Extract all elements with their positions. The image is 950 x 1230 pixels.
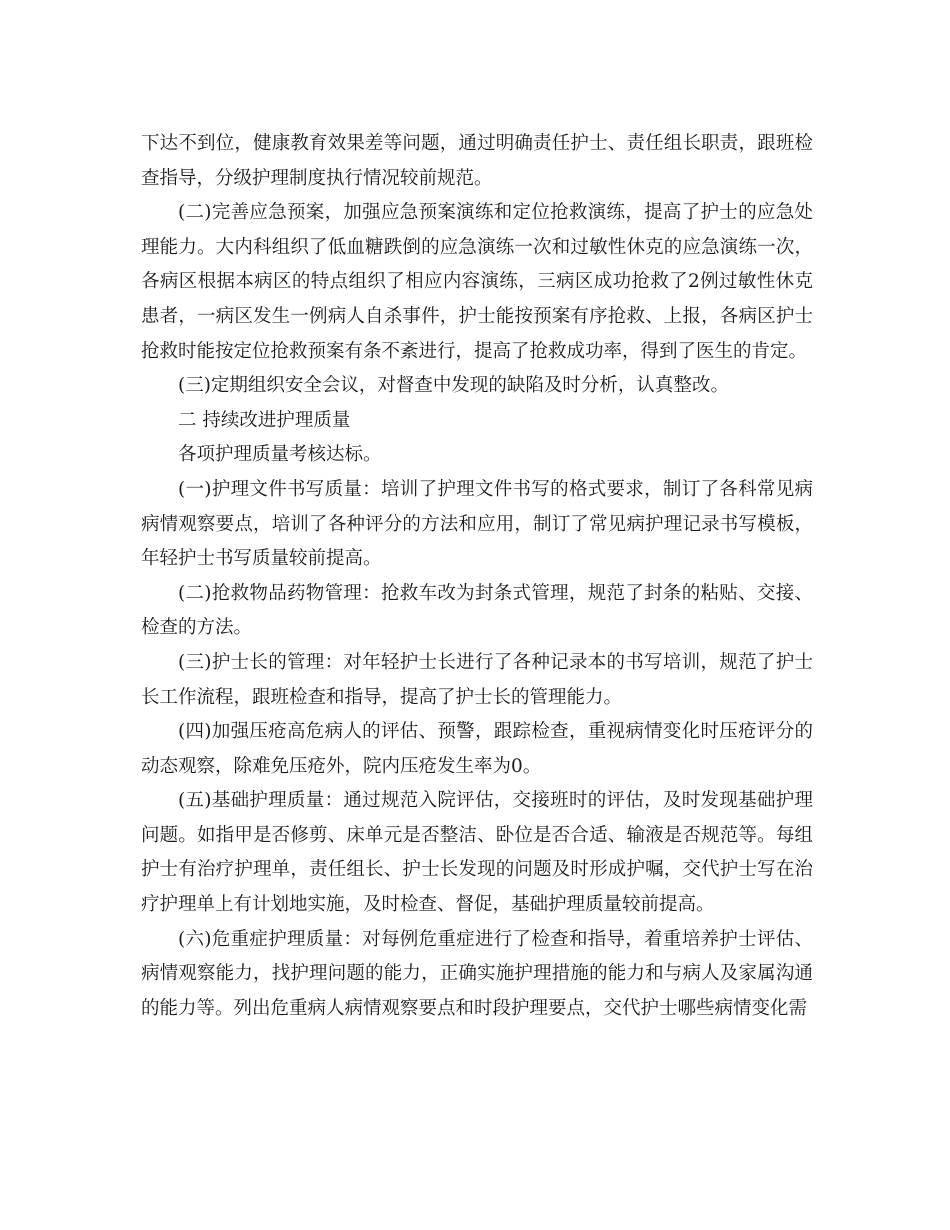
paragraph-head-nurse: (三)护士长的管理：对年轻护士长进行了各种记录本的书写培训，规范了护士长工作流程，跟班检查和指导，提高了护士长的管理能力。 bbox=[141, 651, 813, 708]
paragraph-emergency-plan: (二)完善应急预案，加强应急预案演练和定位抢救演练，提高了护士的应急处理能力。大内科组织了低血糖跌倒的应急演练一次和过敏性休克的应急演练一次，各病区根据本病区的特点组织了相应内容演练，三病区成功抢救了2例过敏性休克患者，一病区发生一例病人自杀事件，护士能按预案有序抢救、上报，各病区护士抢救时能按定位抢救预案有条不紊进行，提高了抢救成功率，得到了医生的肯定。 bbox=[141, 202, 813, 362]
paragraph-safety-meeting: (三)定期组织安全会议，对督查中发现的缺陷及时分析，认真整改。 bbox=[178, 375, 729, 397]
paragraph-basic-nursing: (五)基础护理质量：通过规范入院评估，交接班时的评估，及时发现基础护理问题。如指甲是否修剪、床单元是否整洁、卧位是否合适、输液是否规范等。每组护士有治疗护理单，责任组长、护士长发现的问题及时形成护嘱，交代护士写在治疗护理单上有计划地实施，及时检查、督促，基础护理质量较前提高。 bbox=[141, 790, 813, 916]
paragraph-document-writing: (一)护理文件书写质量：培训了护理文件书写的格式要求，制订了各科常见病病情观察要点，培训了各种评分的方法和应用，制订了常见病护理记录书写模板，年轻护士书写质量较前提高。 bbox=[141, 478, 813, 570]
paragraph-continuation: 下达不到位，健康教育效果差等问题，通过明确责任护士、责任组长职责，跟班检查指导，分级护理制度执行情况较前规范。 bbox=[141, 133, 813, 189]
paragraph-quality-standard: 各项护理质量考核达标。 bbox=[178, 444, 382, 466]
document-body bbox=[141, 127, 813, 1026]
paragraph-pressure-ulcer: (四)加强压疮高危病人的评估、预警，跟踪检查，重视病情变化时压疮评分的动态观察，除难免压疮外，院内压疮发生率为0。 bbox=[141, 721, 813, 777]
section-heading-quality: 二 持续改进护理质量 bbox=[178, 409, 351, 431]
paragraph-rescue-supplies: (二)抢救物品药物管理：抢救车改为封条式管理，规范了封条的粘贴、交接、检查的方法。 bbox=[141, 582, 813, 639]
paragraph-critical-care: (六)危重症护理质量：对每例危重症进行了检查和指导，着重培养护士评估、病情观察能力，找护理问题的能力，正确实施护理措施的能力和与病人及家属沟通的能力等。列出危重病人病情观察要点和时段护理要点，交代护士哪些病情变化需 bbox=[141, 928, 813, 1019]
